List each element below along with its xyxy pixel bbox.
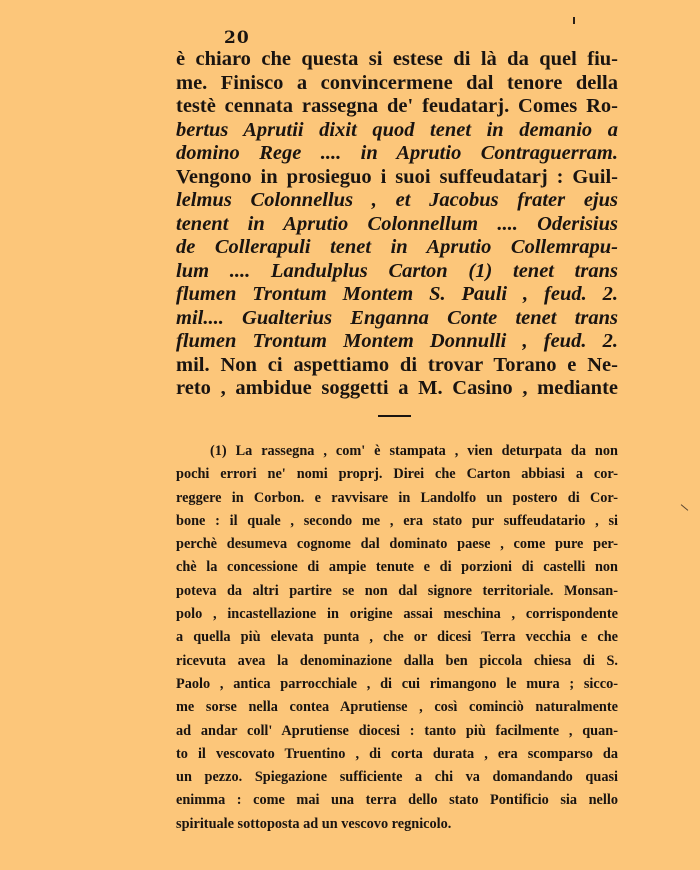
main-line: Vengono in prosieguo i suoi suffeudatarj : Guil- [176, 165, 618, 188]
footnote-line: un pezzo. Spiegazione sufficiente a chi va domandando quasi [176, 769, 618, 786]
footnote-separator [378, 415, 411, 417]
footnote-line: pochi errori ne' nomi proprj. Direi che Carton abbiasi a cor- [176, 466, 618, 483]
main-line: de Collerapuli tenet in Aprutio Collemrapu- [176, 236, 618, 258]
footnote-line: me sorse nella contea Aprutiense , così cominciò naturalmente [176, 699, 618, 716]
footnote-line: enimma : come mai una terra dello stato Pontificio sia nello [176, 792, 618, 809]
footnote-line: Paolo , antica parrocchiale , di cui rimangono le mura ; sicco- [176, 675, 618, 692]
footnote-line: to il vescovato Truentino , di corta durata , era scomparso da [176, 745, 618, 762]
main-line: lum .... Landulplus Carton (1) tenet trans [176, 259, 618, 282]
footnote-line: (1) La rassegna , com' è stampata , vien deturpata da non [210, 443, 618, 459]
main-line: flumen Trontum Montem Donnulli , feud. 2. [176, 330, 618, 352]
main-line: flumen Trontum Montem S. Pauli , feud. 2. [176, 283, 618, 305]
main-line: bertus Aprutii dixit quod tenet in demanio a [176, 118, 618, 141]
footnote [176, 440, 618, 836]
main-line: tenent in Aprutio Colonnellum .... Oderisius [176, 212, 618, 235]
margin-scratch [681, 504, 689, 511]
main-line: testè cennata rassegna de' feudatarj. Comes Ro- [176, 95, 618, 117]
footnote-line: ricevuta avea la denominazione dalla ben piccola chiesa di S. [176, 652, 618, 669]
main-line: è chiaro che questa si estese di là da quel fiu- [176, 48, 618, 70]
ink-mark [573, 17, 575, 24]
footnote-line: polo , incastellazione in origine assai meschina , corrispondente [176, 606, 618, 623]
main-line: domino Rege .... in Aprutio Contraguerram. [176, 142, 618, 164]
footnote-line: spirituale sottoposta ad un vescovo regnicolo. [176, 815, 452, 832]
main-text [176, 48, 618, 401]
main-line: lelmus Colonnellus , et Jacobus frater ejus [176, 189, 618, 211]
footnote-line: reggere in Corbon. e ravvisare in Landolfo un postero di Cor- [176, 489, 618, 506]
page-number: 20 [224, 28, 250, 48]
main-line: me. Finisco a convincermene dal tenore della [176, 71, 618, 94]
main-line: mil. Non ci aspettiamo di trovar Torano e Ne- [176, 353, 618, 376]
footnote-line: a quella più elevata punta , che or dicesi Terra vecchia e che [176, 629, 618, 646]
footnote-line: bone : il quale , secondo me , era stato pur suffeudatario , si [176, 512, 618, 529]
footnote-line: chè la concessione di ampie tenute e di porzioni di castelli non [176, 559, 618, 576]
main-line: reto , ambidue soggetti a M. Casino , mediante [176, 377, 618, 399]
main-line: mil.... Gualterius Enganna Conte tenet trans [176, 306, 618, 329]
footnote-line: poteva da altri partire se non dal signore territoriale. Monsan- [176, 582, 618, 599]
footnote-line: ad andar coll' Aprutiense diocesi : tanto più facilmente , quan- [176, 722, 618, 739]
footnote-line: perchè desumeva cognome dal dominato paese , come pure per- [176, 536, 618, 553]
